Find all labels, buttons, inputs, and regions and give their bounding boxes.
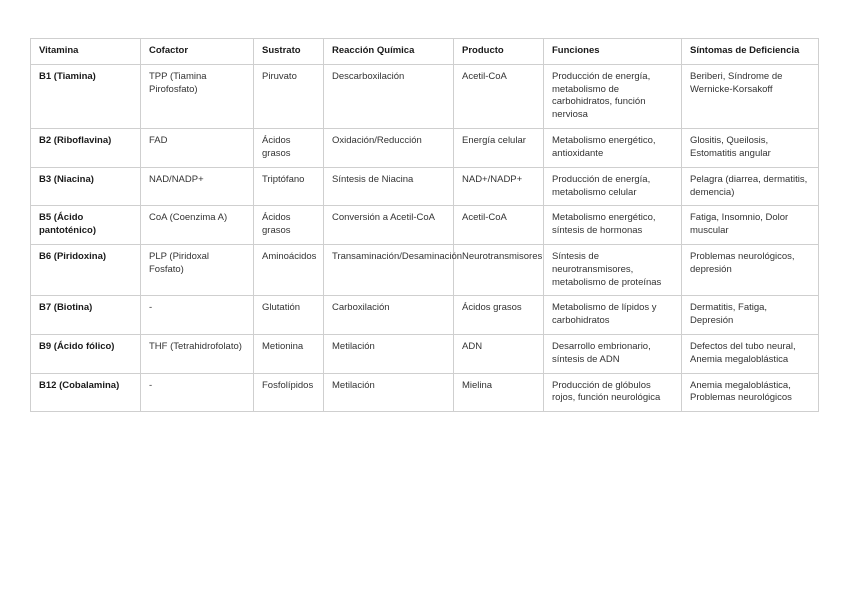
table-cell: Problemas neurológicos, depresión <box>682 244 819 295</box>
column-header-reaccion-quimica: Reacción Química <box>324 39 454 65</box>
table-cell: Neurotransmisores <box>454 244 544 295</box>
table-header-row <box>31 39 819 65</box>
table-cell: Ácidos grasos <box>254 206 324 245</box>
table-row <box>31 296 819 335</box>
table-cell: Triptófano <box>254 167 324 206</box>
table-row <box>31 167 819 206</box>
table-cell: Metabolismo energético, antioxidante <box>544 129 682 168</box>
table-cell: Mielina <box>454 373 544 412</box>
table-cell: Carboxilación <box>324 296 454 335</box>
table-cell: Defectos del tubo neural, Anemia megaloblástica <box>682 335 819 374</box>
table-row <box>31 129 819 168</box>
table-cell: Glutatión <box>254 296 324 335</box>
table-cell: Metabolismo energético, síntesis de hormonas <box>544 206 682 245</box>
table-cell: Transaminación/Desaminación <box>324 244 454 295</box>
table-cell: THF (Tetrahidrofolato) <box>141 335 254 374</box>
column-header-producto: Producto <box>454 39 544 65</box>
table-cell: B12 (Cobalamina) <box>31 373 141 412</box>
table-cell: Producción de glóbulos rojos, función neurológica <box>544 373 682 412</box>
table-cell: Dermatitis, Fatiga, Depresión <box>682 296 819 335</box>
table-cell: FAD <box>141 129 254 168</box>
table-cell: Síntesis de Niacina <box>324 167 454 206</box>
table-row <box>31 244 819 295</box>
column-header-vitamina: Vitamina <box>31 39 141 65</box>
table-cell: NAD+/NADP+ <box>454 167 544 206</box>
table-cell: Ácidos grasos <box>254 129 324 168</box>
vitamins-table <box>30 38 819 412</box>
table-cell: Descarboxilación <box>324 64 454 128</box>
table-cell: B6 (Piridoxina) <box>31 244 141 295</box>
table-cell: B7 (Biotina) <box>31 296 141 335</box>
table-cell: Conversión a Acetil-CoA <box>324 206 454 245</box>
table-cell: B1 (Tiamina) <box>31 64 141 128</box>
table-cell: Metilación <box>324 373 454 412</box>
table-cell: Fosfolípidos <box>254 373 324 412</box>
table-cell: Metilación <box>324 335 454 374</box>
table-cell: Anemia megaloblástica, Problemas neurológicos <box>682 373 819 412</box>
table-cell: Metionina <box>254 335 324 374</box>
column-header-cofactor: Cofactor <box>141 39 254 65</box>
table-cell: ADN <box>454 335 544 374</box>
table-cell: B9 (Ácido fólico) <box>31 335 141 374</box>
table-cell: Beriberi, Síndrome de Wernicke-Korsakoff <box>682 64 819 128</box>
table-cell: - <box>141 296 254 335</box>
table-cell: Desarrollo embrionario, síntesis de ADN <box>544 335 682 374</box>
column-header-sintomas-deficiencia: Síntomas de Deficiencia <box>682 39 819 65</box>
column-header-sustrato: Sustrato <box>254 39 324 65</box>
table-cell: Fatiga, Insomnio, Dolor muscular <box>682 206 819 245</box>
table-cell: Producción de energía, metabolismo de carbohidratos, función nerviosa <box>544 64 682 128</box>
table-cell: Ácidos grasos <box>454 296 544 335</box>
table-cell: B3 (Niacina) <box>31 167 141 206</box>
table-cell: Producción de energía, metabolismo celular <box>544 167 682 206</box>
table-row <box>31 373 819 412</box>
table-row <box>31 206 819 245</box>
table-cell: PLP (Piridoxal Fosfato) <box>141 244 254 295</box>
table-cell: Pelagra (diarrea, dermatitis, demencia) <box>682 167 819 206</box>
table-cell: - <box>141 373 254 412</box>
table-cell: TPP (Tiamina Pirofosfato) <box>141 64 254 128</box>
table-cell: Glositis, Queilosis, Estomatitis angular <box>682 129 819 168</box>
table-row <box>31 64 819 128</box>
table-row <box>31 335 819 374</box>
table-cell: Aminoácidos <box>254 244 324 295</box>
table-cell: Piruvato <box>254 64 324 128</box>
table-cell: Acetil-CoA <box>454 64 544 128</box>
vitamins-table-container <box>30 38 818 412</box>
table-cell: Oxidación/Reducción <box>324 129 454 168</box>
table-cell: CoA (Coenzima A) <box>141 206 254 245</box>
table-cell: Energía celular <box>454 129 544 168</box>
table-cell: NAD/NADP+ <box>141 167 254 206</box>
column-header-funciones: Funciones <box>544 39 682 65</box>
table-cell: B5 (Ácido pantoténico) <box>31 206 141 245</box>
table-cell: B2 (Riboflavina) <box>31 129 141 168</box>
table-cell: Acetil-CoA <box>454 206 544 245</box>
table-cell: Metabolismo de lípidos y carbohidratos <box>544 296 682 335</box>
table-cell: Síntesis de neurotransmisores, metabolismo de proteínas <box>544 244 682 295</box>
